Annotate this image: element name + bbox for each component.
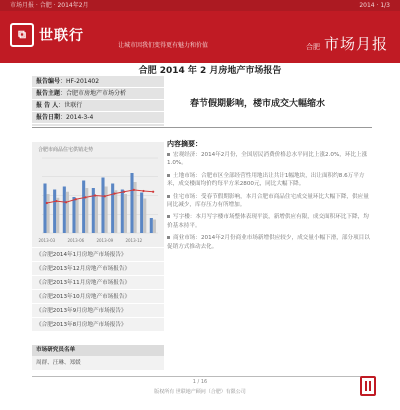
chart-point bbox=[65, 201, 67, 203]
chart-bar bbox=[124, 194, 127, 233]
chart-point bbox=[46, 202, 48, 204]
meta-row: 报告日期：2014-3-4 bbox=[32, 112, 164, 124]
analyst-title: 市场研究员名单 bbox=[32, 345, 164, 356]
chart-point bbox=[104, 195, 106, 197]
chart-x-tick-label: 2013-03 bbox=[38, 238, 56, 243]
chart-bar bbox=[66, 192, 69, 233]
top-bar bbox=[0, 0, 400, 11]
chart-bar bbox=[105, 187, 108, 234]
report-link[interactable]: 《合肥2013年10月房地产市场报告》 bbox=[32, 290, 164, 304]
chart-bar bbox=[72, 197, 75, 233]
chart-point bbox=[75, 198, 77, 200]
logo-icon: ⧉ bbox=[10, 23, 34, 47]
summary-paragraph: 写字楼：本月写字楼市场整体表现平淡，新增供应有限，成交面积环比下降，均价基本持平。 bbox=[167, 213, 372, 230]
chart-bar bbox=[153, 220, 156, 234]
chart-bar bbox=[82, 181, 85, 234]
chart-x-tick-label: 2013-09 bbox=[96, 238, 114, 243]
report-brand bbox=[306, 33, 388, 54]
chart-point bbox=[133, 189, 135, 191]
chart-title: 合肥市商品住宅供销走势 bbox=[38, 147, 94, 153]
footer-divider bbox=[32, 376, 372, 377]
chart-bar bbox=[121, 190, 124, 234]
header-banner bbox=[0, 11, 400, 63]
chart-bar bbox=[101, 178, 104, 234]
report-meta bbox=[32, 76, 164, 126]
meta-row: 报告主题：合肥市房地产市场分析 bbox=[32, 88, 164, 100]
chart-bar bbox=[111, 184, 114, 234]
chart-bar bbox=[85, 188, 88, 233]
chart-bar bbox=[56, 198, 59, 233]
chart-bar bbox=[143, 199, 146, 234]
chart-bar bbox=[63, 187, 66, 234]
report-headline: 春节假期影响，楼市成交大幅缩水 bbox=[190, 99, 326, 109]
meta-row: 报告编号：HF-201402 bbox=[32, 76, 164, 88]
page-number: 1 / 16 bbox=[192, 379, 208, 385]
chart-point bbox=[55, 200, 57, 202]
chart-bar bbox=[114, 190, 117, 233]
chart-canvas bbox=[32, 142, 164, 247]
chart-point bbox=[123, 191, 125, 193]
top-bar-right: 2014 · 1/3 bbox=[359, 2, 390, 9]
brand-title: 市场月报 bbox=[323, 35, 388, 53]
top-bar-left: 市场月报 · 合肥 · 2014年2月 bbox=[10, 2, 89, 9]
chart-bar bbox=[140, 193, 143, 234]
brand-city: 合肥 bbox=[305, 43, 320, 51]
chart-bar bbox=[76, 199, 79, 233]
section-divider bbox=[32, 127, 372, 128]
summary-paragraph: 宏观经济：2014年2月份，全国居民消费价格总水平同比上涨2.0%，环比上涨1.0%。 bbox=[167, 151, 372, 168]
summary-paragraph: 土地市场：合肥市区全部经营性用地出让共计1幅地块，出让面积约8.6万平方米，成交楼面均价约每平方米2800元，同比大幅下降。 bbox=[167, 172, 372, 189]
report-link[interactable]: 《合肥2013年9月房地产市场报告》 bbox=[32, 304, 164, 318]
chart-point bbox=[84, 196, 86, 198]
chart-point bbox=[142, 190, 144, 192]
summary-section bbox=[167, 138, 372, 380]
summary-paragraph: 商业市场：2014年2月份商业市场新增供应较少，成交量小幅下滑，部分项目以促销方式推动去化。 bbox=[167, 234, 372, 251]
report-link[interactable]: 《合肥2013年8月房地产市场报告》 bbox=[32, 318, 164, 332]
chart-bar bbox=[95, 196, 98, 234]
summary-title: 内容摘要： bbox=[167, 140, 202, 148]
chart-x-tick-label: 2013-06 bbox=[67, 238, 85, 243]
analyst-names: 周群、汪琳、郑媛 bbox=[32, 356, 164, 370]
chart-bar bbox=[150, 218, 153, 233]
meta-row: 报 告 人：世联行 bbox=[32, 100, 164, 112]
report-title: 合肥 2014 年 2 月房地产市场报告 bbox=[138, 66, 282, 76]
chart-bar bbox=[130, 173, 133, 233]
report-link[interactable]: 《合肥2013年11月房地产市场报告》 bbox=[32, 276, 164, 290]
report-link[interactable]: 《合肥2014年1月房地产市场报告》 bbox=[32, 248, 164, 262]
chart-x-tick-label: 2013-12 bbox=[125, 238, 143, 243]
related-reports bbox=[32, 248, 164, 332]
summary-paragraph: 住宅市场：受春节假期影响，本月合肥市商品住宅成交量环比大幅下降，供应量同比减少，库存压力有所增加。 bbox=[167, 193, 372, 210]
report-link[interactable]: 《合肥2013年12月房地产市场报告》 bbox=[32, 262, 164, 276]
chart-point bbox=[113, 193, 115, 195]
chart-bar bbox=[47, 194, 50, 233]
footer-disclaimer: 版权所有 世联地产顾问（合肥）有限公司 bbox=[154, 389, 246, 395]
supply-sales-chart bbox=[32, 142, 164, 247]
company-name: 世联行 bbox=[39, 28, 84, 44]
chart-bar bbox=[43, 184, 46, 234]
chart-point bbox=[152, 191, 154, 193]
chart-bar bbox=[53, 190, 56, 234]
footer-logo-icon bbox=[360, 376, 376, 396]
company-logo bbox=[10, 23, 84, 47]
chart-point bbox=[94, 194, 96, 196]
company-slogan: 让城市因我们变得更有魅力和价值 bbox=[118, 42, 209, 49]
